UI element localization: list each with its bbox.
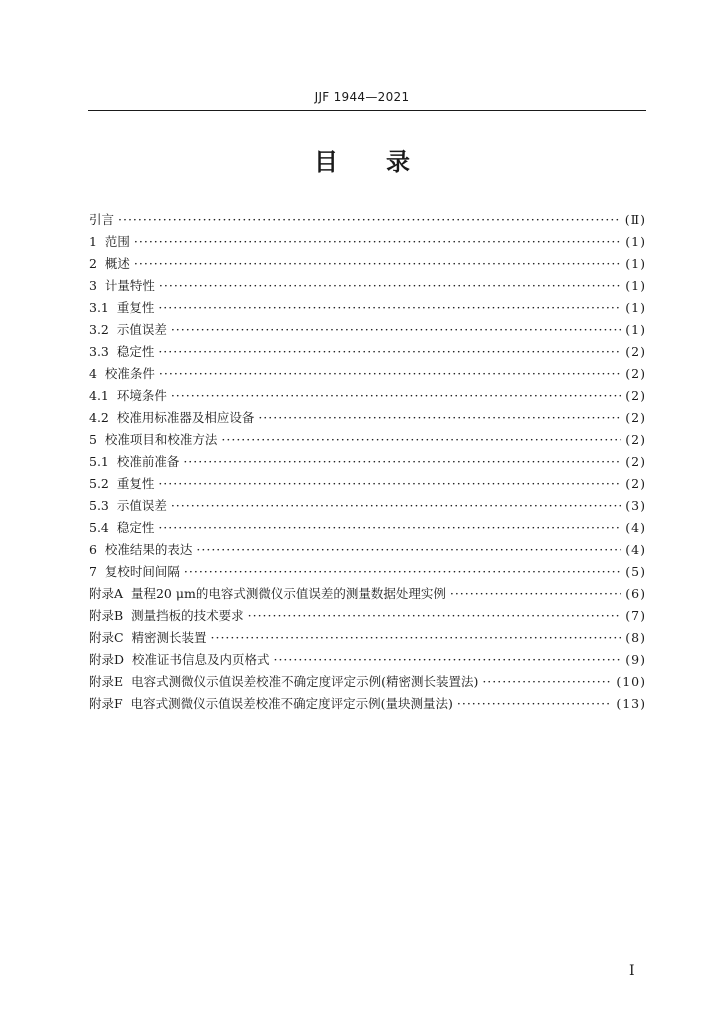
document-code: JJF 1944—2021 bbox=[314, 90, 410, 104]
toc-entry-label: 3 计量特性 bbox=[89, 278, 155, 293]
toc-entry-page: (Ⅱ) bbox=[624, 212, 646, 227]
toc-leader-dots bbox=[258, 407, 621, 429]
toc-entry[interactable] bbox=[89, 209, 646, 231]
toc-entry-page: (1) bbox=[625, 234, 646, 249]
toc-entry-label: 附录F 电容式测微仪示值误差校准不确定度评定示例(量块测量法) bbox=[89, 696, 453, 711]
toc-entry-label: 5.1 校准前准备 bbox=[89, 454, 180, 469]
toc-entry-page: (2) bbox=[625, 476, 646, 491]
toc-entry[interactable] bbox=[89, 473, 646, 495]
toc-leader-dots bbox=[159, 363, 621, 385]
toc-leader-dots bbox=[171, 495, 621, 517]
toc-entry[interactable] bbox=[89, 671, 646, 693]
toc-entry-page: (2) bbox=[625, 366, 646, 381]
toc-entry-label: 附录A 量程20 μm的电容式测微仪示值误差的测量数据处理实例 bbox=[89, 586, 446, 601]
toc-entry[interactable] bbox=[89, 693, 646, 715]
toc-leader-dots bbox=[482, 671, 612, 693]
toc-entry-page: (1) bbox=[625, 256, 646, 271]
toc-entry-label: 附录E 电容式测微仪示值误差校准不确定度评定示例(精密测长装置法) bbox=[89, 674, 479, 689]
toc-leader-dots bbox=[171, 385, 621, 407]
toc-entry-label: 4.2 校准用标准器及相应设备 bbox=[89, 410, 255, 425]
toc-entry-label: 1 范围 bbox=[89, 234, 130, 249]
toc-entry[interactable] bbox=[89, 275, 646, 297]
toc-leader-dots bbox=[158, 473, 621, 495]
toc-leader-dots bbox=[158, 297, 621, 319]
toc-entry-page: (5) bbox=[625, 564, 646, 579]
toc-entry-label: 7 复校时间间隔 bbox=[89, 564, 180, 579]
title-part-2: 录 bbox=[386, 148, 410, 176]
toc-entry-label: 附录B 测量挡板的技术要求 bbox=[89, 608, 244, 623]
toc-entry[interactable] bbox=[89, 495, 646, 517]
toc-entry[interactable] bbox=[89, 627, 646, 649]
toc-leader-dots bbox=[273, 649, 621, 671]
toc-entry-label: 5.3 示值误差 bbox=[89, 498, 167, 513]
toc-entry[interactable] bbox=[89, 451, 646, 473]
toc-leader-dots bbox=[183, 451, 621, 473]
toc-entry-page: (3) bbox=[625, 498, 646, 513]
toc-entry[interactable] bbox=[89, 649, 646, 671]
toc-entry-page: (7) bbox=[625, 608, 646, 623]
toc-leader-dots bbox=[118, 209, 621, 231]
toc-entry[interactable] bbox=[89, 539, 646, 561]
toc-entry[interactable] bbox=[89, 231, 646, 253]
toc-leader-dots bbox=[158, 517, 621, 539]
toc-entry-label: 5 校准项目和校准方法 bbox=[89, 432, 218, 447]
toc-entry-label: 5.4 稳定性 bbox=[89, 520, 155, 535]
header-divider bbox=[88, 110, 646, 111]
table-of-contents bbox=[89, 209, 646, 715]
title-part-1: 目 bbox=[314, 148, 338, 176]
toc-entry-label: 6 校准结果的表达 bbox=[89, 542, 193, 557]
toc-leader-dots bbox=[196, 539, 621, 561]
toc-entry-label: 附录C 精密测长装置 bbox=[89, 630, 207, 645]
toc-leader-dots bbox=[248, 605, 622, 627]
toc-entry[interactable] bbox=[89, 297, 646, 319]
toc-entry[interactable] bbox=[89, 253, 646, 275]
toc-leader-dots bbox=[457, 693, 612, 715]
toc-entry-page: (4) bbox=[625, 542, 646, 557]
toc-entry-label: 5.2 重复性 bbox=[89, 476, 155, 491]
page-number: Ⅰ bbox=[629, 963, 635, 979]
toc-leader-dots bbox=[134, 253, 621, 275]
toc-entry-page: (4) bbox=[625, 520, 646, 535]
toc-leader-dots bbox=[211, 627, 622, 649]
toc-entry[interactable] bbox=[89, 341, 646, 363]
toc-entry[interactable] bbox=[89, 319, 646, 341]
toc-entry[interactable] bbox=[89, 429, 646, 451]
toc-entry-page: (2) bbox=[625, 432, 646, 447]
toc-entry-label: 2 概述 bbox=[89, 256, 130, 271]
toc-entry-label: 4.1 环境条件 bbox=[89, 388, 167, 403]
toc-leader-dots bbox=[450, 583, 621, 605]
toc-leader-dots bbox=[158, 341, 621, 363]
toc-entry-page: (13) bbox=[616, 696, 646, 711]
toc-entry-label: 3.2 示值误差 bbox=[89, 322, 167, 337]
page-title bbox=[0, 142, 724, 177]
toc-entry[interactable] bbox=[89, 583, 646, 605]
toc-entry-page: (10) bbox=[616, 674, 646, 689]
toc-entry-page: (2) bbox=[625, 454, 646, 469]
toc-leader-dots bbox=[134, 231, 621, 253]
toc-leader-dots bbox=[221, 429, 621, 451]
toc-entry-label: 4 校准条件 bbox=[89, 366, 155, 381]
toc-entry[interactable] bbox=[89, 407, 646, 429]
toc-entry[interactable] bbox=[89, 605, 646, 627]
toc-entry-page: (2) bbox=[625, 410, 646, 425]
toc-entry[interactable] bbox=[89, 363, 646, 385]
toc-leader-dots bbox=[184, 561, 621, 583]
toc-leader-dots bbox=[171, 319, 621, 341]
toc-entry-page: (1) bbox=[625, 322, 646, 337]
toc-entry-label: 3.1 重复性 bbox=[89, 300, 155, 315]
toc-entry-page: (9) bbox=[625, 652, 646, 667]
toc-entry-label: 附录D 校准证书信息及内页格式 bbox=[89, 652, 270, 667]
toc-entry[interactable] bbox=[89, 517, 646, 539]
toc-entry-label: 引言 bbox=[89, 212, 115, 227]
toc-entry-label: 3.3 稳定性 bbox=[89, 344, 155, 359]
toc-entry-page: (1) bbox=[625, 300, 646, 315]
toc-entry[interactable] bbox=[89, 385, 646, 407]
toc-entry-page: (8) bbox=[625, 630, 646, 645]
toc-entry-page: (6) bbox=[625, 586, 646, 601]
toc-leader-dots bbox=[159, 275, 621, 297]
toc-entry-page: (2) bbox=[625, 344, 646, 359]
toc-entry-page: (2) bbox=[625, 388, 646, 403]
toc-entry-page: (1) bbox=[625, 278, 646, 293]
toc-entry[interactable] bbox=[89, 561, 646, 583]
